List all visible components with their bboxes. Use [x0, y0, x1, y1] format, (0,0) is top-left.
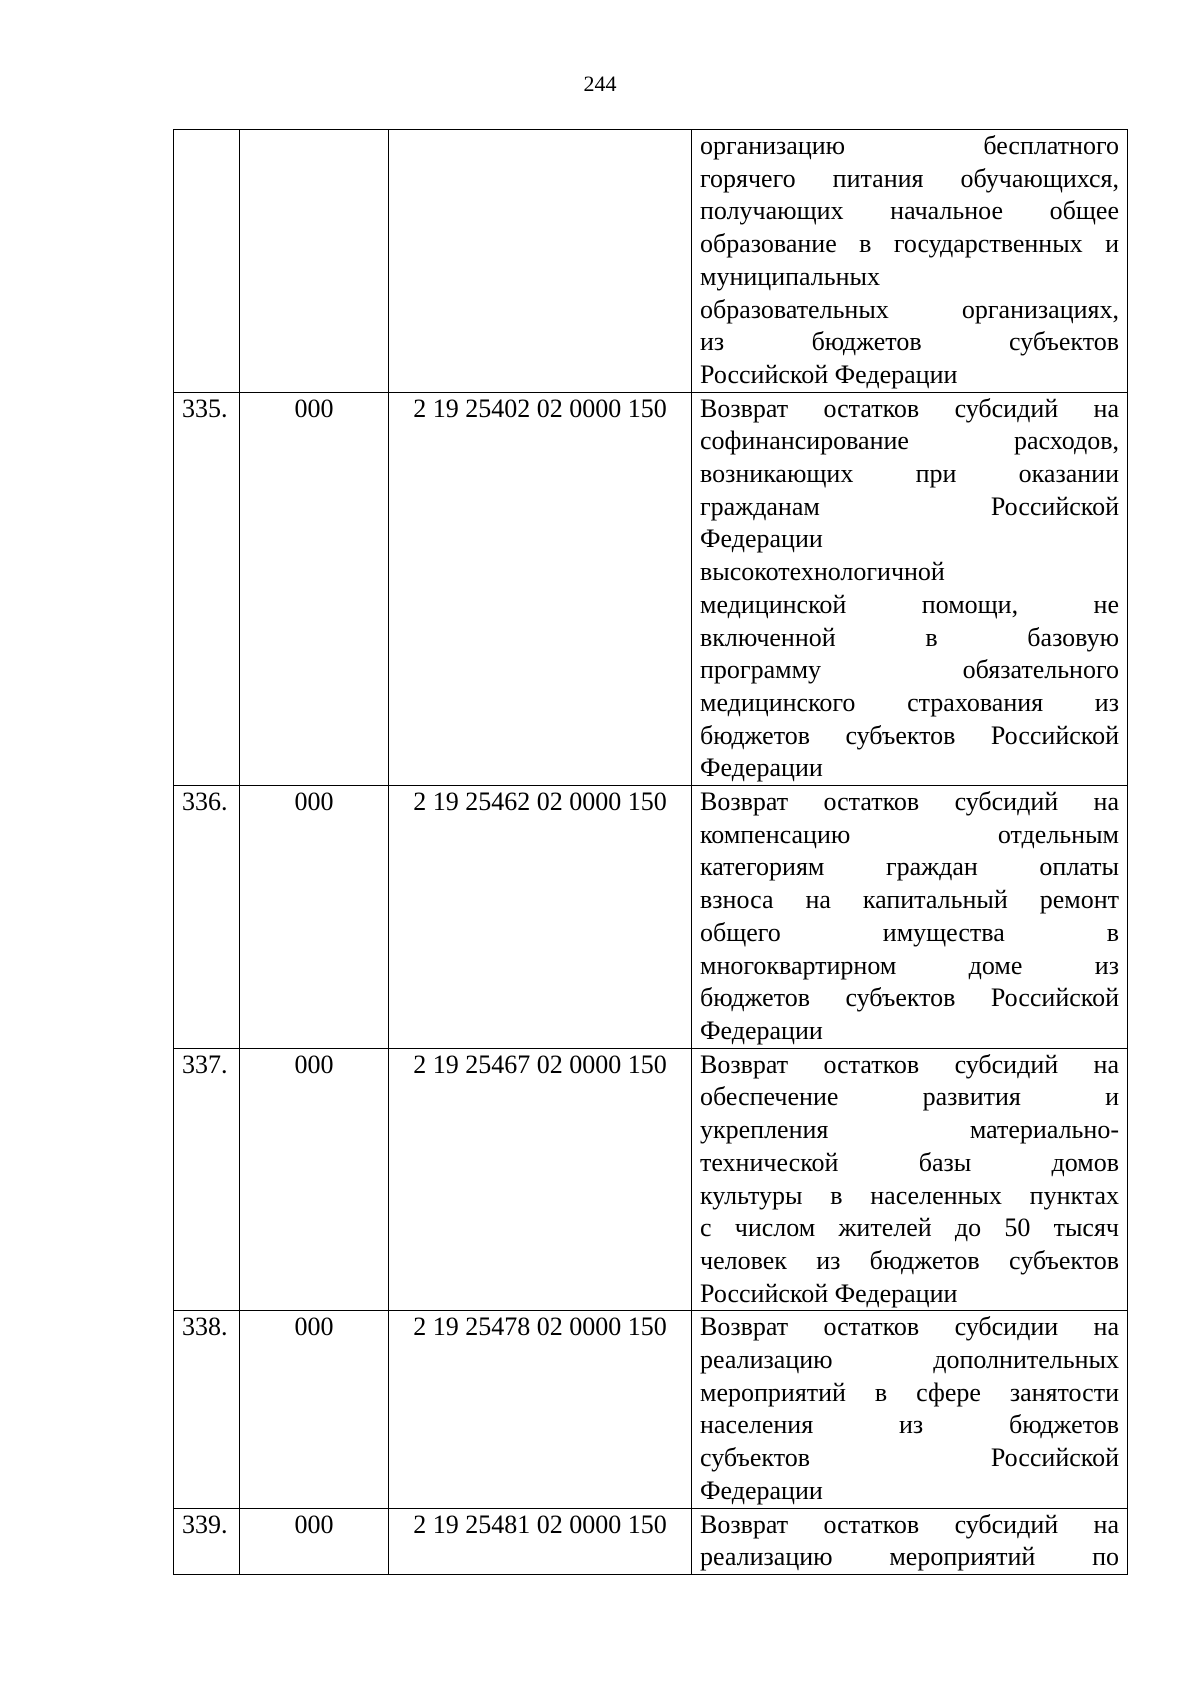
- revenue-name-line: субъектов Российской: [700, 1443, 1119, 1473]
- admin-code-cell: 000: [240, 392, 389, 785]
- revenue-name-line: населения из бюджетов: [700, 1410, 1119, 1440]
- revenue-name-line: Федерации: [700, 1475, 823, 1505]
- budget-classification-code-cell: [389, 130, 692, 393]
- revenue-name-cell: [692, 130, 1128, 393]
- revenue-name-line: компенсацию отдельным: [700, 819, 1119, 849]
- row-number-cell: 338.: [174, 1311, 240, 1508]
- revenue-name-line: Возврат остатков субсидий на: [700, 787, 1119, 817]
- table-row: [174, 786, 1128, 1049]
- revenue-name-line: возникающих при оказании: [700, 459, 1119, 489]
- budget-codes-table: [173, 129, 1128, 1575]
- revenue-name-line: горячего питания обучающихся,: [700, 163, 1119, 193]
- revenue-name-line: обеспечение развития и: [700, 1082, 1119, 1112]
- revenue-name-line: Федерации: [700, 1015, 823, 1045]
- revenue-name-line: получающих начальное общее: [700, 196, 1119, 226]
- row-number-cell: 336.: [174, 786, 240, 1049]
- table-body: [174, 130, 1128, 1575]
- budget-classification-code-cell: 2 19 25467 02 0000 150: [389, 1048, 692, 1311]
- budget-classification-code-cell: 2 19 25462 02 0000 150: [389, 786, 692, 1049]
- revenue-name-line: Возврат остатков субсидий на: [700, 393, 1119, 423]
- row-number-cell: 337.: [174, 1048, 240, 1311]
- row-number-cell: 339.: [174, 1508, 240, 1574]
- revenue-name-line: высокотехнологичной: [700, 557, 945, 587]
- budget-classification-code-cell: 2 19 25478 02 0000 150: [389, 1311, 692, 1508]
- revenue-name-line: Возврат остатков субсидий на: [700, 1049, 1119, 1079]
- budget-classification-code-cell: 2 19 25402 02 0000 150: [389, 392, 692, 785]
- revenue-name-line: реализацию дополнительных: [700, 1345, 1119, 1375]
- revenue-name-line: культуры в населенных пунктах: [700, 1180, 1119, 1210]
- revenue-name-cell: [692, 1311, 1128, 1508]
- revenue-name-line: человек из бюджетов субъектов: [700, 1245, 1119, 1275]
- revenue-name-line: из бюджетов субъектов: [700, 327, 1119, 357]
- revenue-name-line: Возврат остатков субсидии на: [700, 1312, 1119, 1342]
- table-row: [174, 1311, 1128, 1508]
- revenue-name-line: Возврат остатков субсидий на: [700, 1509, 1119, 1539]
- revenue-name-line: категориям граждан оплаты: [700, 852, 1119, 882]
- revenue-name-line: многоквартирном доме из: [700, 950, 1119, 980]
- revenue-name-cell: [692, 1048, 1128, 1311]
- revenue-name-line: софинансирование расходов,: [700, 426, 1119, 456]
- row-number-cell: 335.: [174, 392, 240, 785]
- admin-code-cell: 000: [240, 1311, 389, 1508]
- admin-code-cell: 000: [240, 786, 389, 1049]
- revenue-name-line: медицинского страхования из: [700, 687, 1119, 717]
- admin-code-cell: 000: [240, 1508, 389, 1574]
- budget-classification-code-cell: 2 19 25481 02 0000 150: [389, 1508, 692, 1574]
- revenue-name-line: включенной в базовую: [700, 622, 1119, 652]
- revenue-name-line: общего имущества в: [700, 917, 1119, 947]
- revenue-name-line: Российской Федерации: [700, 359, 958, 389]
- revenue-name-cell: [692, 1508, 1128, 1574]
- page-number: 244: [583, 71, 617, 96]
- table-row: [174, 130, 1128, 393]
- revenue-name-line: программу обязательного: [700, 655, 1119, 685]
- admin-code-cell: [240, 130, 389, 393]
- revenue-name-cell: [692, 786, 1128, 1049]
- revenue-name-line: медицинской помощи, не: [700, 589, 1119, 619]
- revenue-name-line: Российской Федерации: [700, 1278, 958, 1308]
- revenue-name-cell: [692, 392, 1128, 785]
- table-row: [174, 392, 1128, 785]
- table-row: [174, 1048, 1128, 1311]
- revenue-name-line: мероприятий в сфере занятости: [700, 1377, 1119, 1407]
- revenue-name-line: реализацию мероприятий по: [700, 1542, 1119, 1572]
- revenue-name-line: технической базы домов: [700, 1147, 1119, 1177]
- revenue-name-line: бюджетов субъектов Российской: [700, 983, 1119, 1013]
- revenue-name-line: образование в государственных и: [700, 229, 1119, 259]
- revenue-name-line: гражданам Российской: [700, 491, 1119, 521]
- row-number-cell: [174, 130, 240, 393]
- table-row: [174, 1508, 1128, 1574]
- revenue-name-line: укрепления материально-: [700, 1115, 1119, 1145]
- revenue-name-line: бюджетов субъектов Российской: [700, 720, 1119, 750]
- revenue-name-line: муниципальных: [700, 261, 881, 291]
- revenue-name-line: образовательных организациях,: [700, 294, 1119, 324]
- revenue-name-line: организацию бесплатного: [700, 131, 1119, 160]
- revenue-name-line: взноса на капитальный ремонт: [700, 885, 1119, 915]
- revenue-name-line: Федерации: [700, 524, 823, 554]
- revenue-name-line: Федерации: [700, 753, 823, 783]
- revenue-name-line: с числом жителей до 50 тысяч: [700, 1213, 1119, 1243]
- admin-code-cell: 000: [240, 1048, 389, 1311]
